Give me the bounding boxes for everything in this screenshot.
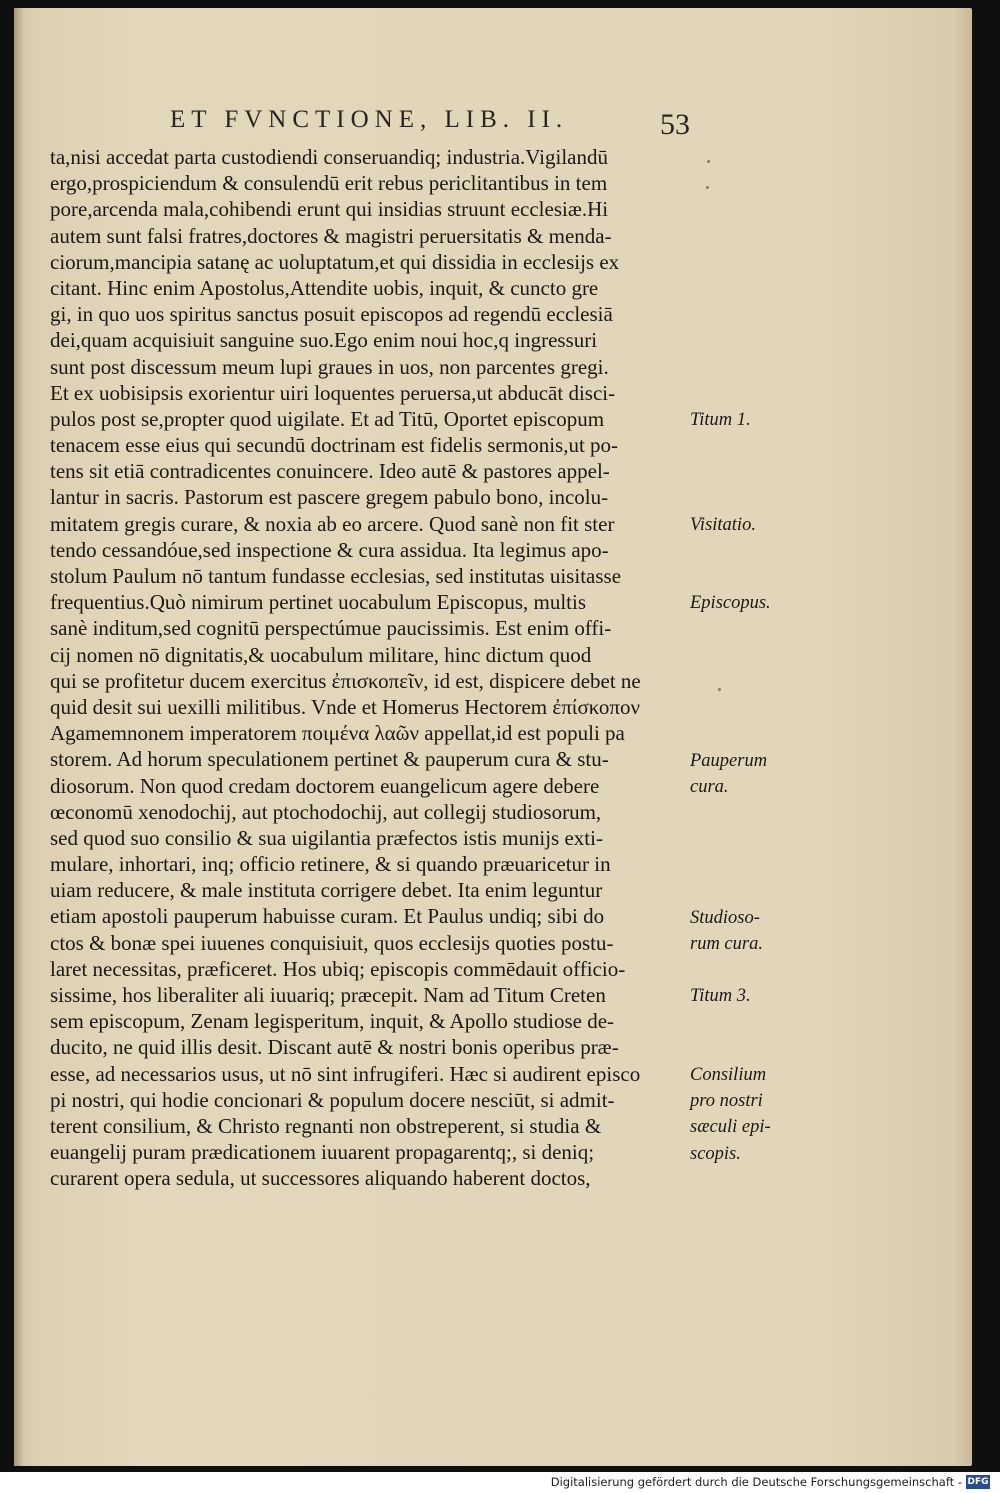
text-line: Agamemnonem imperatorem ποιμένα λαῶν appellat,id est populi pa xyxy=(50,721,625,746)
text-line: terent consilium, & Christo regnanti non obstreperent, si studia & xyxy=(50,1113,602,1138)
text-line: ta,nisi accedat parta custodiendi conseruandiq; industria.Vigilandū xyxy=(50,145,608,169)
text-line: quid desit sui uexilli militibus. Vnde et Homerus Hectorem ἐπίσκοπον xyxy=(50,694,640,719)
text-line: curarent opera sedula, ut successores aliquando haberent doctos, xyxy=(50,1166,591,1191)
text-line: sanè inditum,sed cognitū perspectúmue paucissimis. Est enim offi- xyxy=(50,616,612,641)
text-line: stolum Paulum nō tantum fundasse ecclesias, sed institutas uisitasse xyxy=(50,564,622,588)
text-line: tenacem esse eius qui secundū doctrinam est fidelis sermonis,ut po- xyxy=(50,433,619,458)
margin-note: Episcopus. xyxy=(690,593,771,614)
text-line: pulos post se,propter quod uigilate. Et ad Titū, Oportet episcopum xyxy=(50,406,605,431)
margin-note: pro nostri xyxy=(690,1091,763,1112)
text-line: ergo,prospiciendum & consulendū erit rebus periclitantibus in tem xyxy=(50,171,608,196)
text-line: lantur in sacris. Pastorum est pascere gregem pabulo bono, incolu- xyxy=(50,485,609,510)
text-line: tendo cessandóue,sed inspectione & cura assidua. Ita legimus apo- xyxy=(50,537,609,562)
margin-note: Pauperum xyxy=(690,750,768,771)
text-line: dei,quam acquisiuit sanguine suo.Ego enim noui hoc,q ingressuri xyxy=(50,328,598,353)
margin-note: Visitatio. xyxy=(690,514,756,535)
text-line: pore,arcenda mala,cohibendi erunt qui insidias struunt ecclesiæ.Hi xyxy=(50,197,609,222)
margin-note: Titum 3. xyxy=(690,986,751,1007)
margin-note: cura. xyxy=(690,776,729,797)
running-head: ET FVNCTIONE, LIB. II. xyxy=(170,106,569,133)
text-line: Et ex uobisipsis exorientur uiri loquentes peruersa,ut abducāt disci- xyxy=(50,380,616,405)
margin-note: rum cura. xyxy=(690,934,763,954)
text-line: sissime, hos liberaliter ali iuuariq; præcepit. Nam ad Titum Creten xyxy=(50,983,606,1007)
text-line: sed quod suo consilio & sua uigilantia præfectos istis munijs exti- xyxy=(50,825,603,850)
page-number: 53 xyxy=(660,108,690,141)
margin-dot xyxy=(706,186,709,189)
margin-note: scopis. xyxy=(690,1143,741,1164)
margin-note: Studioso- xyxy=(690,907,760,928)
text-line: ctos & bonæ spei iuuenes conquisiuit, quos ecclesijs quoties postu- xyxy=(50,930,614,955)
margin-note: Titum 1. xyxy=(690,410,751,430)
text-line: sem episcopum, Zenam legisperitum, inquit, & Apollo studiose de- xyxy=(50,1009,615,1034)
dfg-logo: DFG xyxy=(967,1477,989,1487)
page-gutter-shadow xyxy=(14,8,24,1466)
footer-bar xyxy=(0,1472,1000,1493)
text-line: ciorum,mancipia satanę ac uoluptatum,et qui dissidia in ecclesijs ex xyxy=(50,249,620,274)
text-line: ducito, ne quid illis desit. Discant autē & nostri bonis operibus præ- xyxy=(50,1035,619,1060)
text-line: uiam reducere, & male instituta corrigere debet. Ita enim leguntur xyxy=(50,878,603,903)
text-line: tens sit etiā contradicentes conuincere. Ideo autē & pastores appel- xyxy=(50,459,610,484)
text-line: etiam apostoli pauperum habuisse curam. Et Paulus undiq; sibi do xyxy=(50,904,605,929)
text-line: pi nostri, qui hodie concionari & populum docere nesciūt, si admit- xyxy=(50,1087,615,1112)
text-line: œconomū xenodochij, aut ptochodochij, aut collegij studiosorum, xyxy=(50,799,602,824)
text-line: storem. Ad horum speculationem pertinet & pauperum cura & stu- xyxy=(50,747,609,772)
text-line: diosorum. Non quod credam doctorem euangelicum agere debere xyxy=(50,773,600,798)
text-line: qui se profitetur ducem exercitus ἐπισκοπεῖν, id est, dispicere debet ne xyxy=(50,668,641,693)
text-line: frequentius.Quò nimirum pertinet uocabulum Episcopus, multis xyxy=(50,590,587,615)
text-line: mitatem gregis curare, & noxia ab eo arcere. Quod sanè non fit ster xyxy=(50,511,615,536)
text-line: esse, ad necessarios usus, ut nō sint infrugiferi. Hæc si audirent episco xyxy=(50,1061,641,1086)
body-text xyxy=(50,144,690,1192)
text-line: gi, in quo uos spiritus sanctus posuit episcopos ad regendū ecclesiā xyxy=(50,302,613,327)
text-line: autem sunt falsi fratres,doctores & magistri peruersitatis & menda- xyxy=(50,223,612,248)
text-line: euangelij puram prædicationem iuuarent propagarentq;, si deniq; xyxy=(50,1140,595,1165)
text-line: sunt post discessum meum lupi graues in uos, non parcentes gregi. xyxy=(50,354,609,379)
margin-dot xyxy=(707,160,710,163)
text-line: mulare, inhortari, inq; officio retinere, & si quando præuaricetur in xyxy=(50,852,611,877)
footer-credit: Digitalisierung gefördert durch die Deutsche Forschungsgemeinschaft - xyxy=(550,1475,962,1489)
text-line: laret necessitas, præficeret. Hos ubiq; episcopis commēdauit officio- xyxy=(50,956,626,981)
margin-note: sæculi epi- xyxy=(690,1117,771,1138)
page-header xyxy=(170,106,690,140)
text-line: cij nomen nō dignitatis,& uocabulum militare, hinc dictum quod xyxy=(50,642,592,667)
text-line: citant. Hinc enim Apostolus,Attendite uobis, inquit, & cuncto gre xyxy=(50,275,599,300)
margin-dot xyxy=(718,688,721,691)
margin-note: Consilium xyxy=(690,1065,767,1085)
